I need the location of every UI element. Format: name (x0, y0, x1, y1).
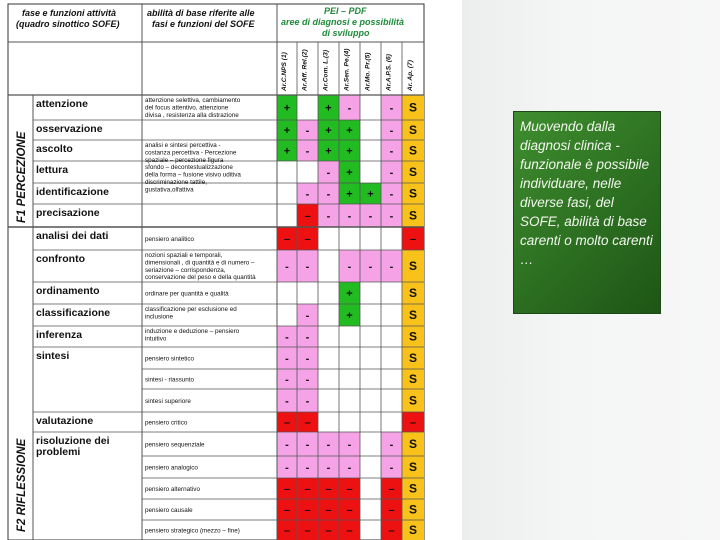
cell-symbol: - (347, 261, 352, 273)
row-subskill: pensiero analitico (145, 236, 195, 243)
area-header-1: Ar.C.NPS (1) (281, 52, 288, 91)
cell-symbol: + (283, 145, 291, 158)
row-label: ordinamento (36, 285, 100, 297)
cell-symbol: - (305, 353, 310, 365)
row-subskill: sintesi superiore (145, 398, 191, 405)
row-label: problemi (36, 446, 81, 458)
cell-symbol: S (408, 308, 418, 322)
cell-symbol: S (408, 186, 418, 201)
cell-symbol: + (346, 167, 353, 179)
cell-symbol: – (409, 233, 417, 246)
row-subskill: ordinare per quantità e qualità (145, 290, 229, 298)
header-col2-line1: abilità di base riferite alle (147, 8, 255, 18)
cell-symbol: - (389, 439, 394, 451)
row-label: precisazione (36, 207, 100, 219)
row-subskill: nozioni spaziali e temporali, (145, 252, 223, 259)
cell-symbol: – (304, 233, 311, 246)
cell-symbol: - (389, 462, 394, 474)
cell-symbol: - (305, 374, 310, 386)
cell-symbol: + (346, 125, 353, 137)
row-label: ascolto (36, 143, 73, 155)
cell-symbol: S (408, 502, 418, 517)
cell-symbol: – (388, 525, 395, 537)
cell-symbol: S (408, 259, 418, 273)
row-subskill: classificazione per esclusione ed (145, 306, 237, 313)
cell-symbol: S (408, 437, 418, 451)
area-header-5: Ar.Mo. Pr.(5) (364, 52, 372, 91)
annotation-box (513, 111, 661, 314)
cell-symbol: S (408, 286, 418, 300)
row-label: analisi dei dati (36, 230, 109, 242)
cell-symbol: - (389, 210, 394, 223)
row-label: confronto (36, 253, 85, 265)
annotation-text: Muovendo dalla diagnosi clinica - funzionale è possibile individuare, nelle diverse fasi, del SOFE, abilità di base carenti o molto carenti … (520, 119, 653, 267)
cell-symbol: S (408, 351, 418, 365)
row-label: valutazione (36, 415, 94, 427)
row-subskill: spaziale – percezione figura (145, 156, 224, 164)
cell-symbol: - (389, 261, 394, 273)
row-subskill: inclusione (145, 313, 174, 321)
area-header-7: Ar. Ap. (7) (407, 60, 414, 91)
cell-symbol: – (304, 525, 311, 537)
row-subskill: costanza percettiva - Percezione (145, 149, 237, 157)
row-label: lettura (36, 164, 69, 176)
cell-symbol: – (325, 483, 332, 496)
cell-symbol: – (346, 525, 353, 537)
cell-symbol: - (305, 188, 310, 201)
section-f2-label: F2 RIFLESSIONE (16, 438, 28, 532)
row-label: inferenza (36, 329, 83, 341)
row-subskill: pensiero sintetico (145, 355, 195, 363)
row-subskill: pensiero alternativo (145, 486, 200, 493)
cell-symbol: - (347, 439, 352, 451)
cell-symbol: S (408, 481, 418, 496)
header-col3-line2: aree di diagnosi e possibilità (281, 17, 405, 27)
cell-symbol: - (347, 102, 352, 115)
cell-symbol: – (283, 483, 291, 496)
cell-symbol: - (305, 125, 310, 137)
row-label: osservazione (36, 123, 103, 135)
cell-symbol: - (285, 331, 289, 344)
cell-symbol: S (408, 523, 418, 537)
area-header-6: Ar.A.P.S. (6) (385, 54, 393, 91)
cell-symbol: S (408, 123, 418, 137)
cell-symbol: + (283, 125, 291, 137)
cell-symbol: – (346, 504, 353, 517)
cell-symbol: - (305, 462, 310, 474)
cell-symbol: - (305, 395, 310, 408)
row-subskill: analisi e sintesi percettiva - (145, 142, 221, 149)
cell-symbol: S (408, 100, 418, 115)
cell-symbol: + (325, 145, 332, 158)
row-subskill: sintesi - riassunto (145, 376, 194, 384)
cell-symbol: – (388, 504, 395, 517)
cell-symbol: S (408, 372, 418, 386)
header-col3-line1: PEI – PDF (324, 6, 367, 16)
cell-symbol: – (304, 210, 311, 223)
cell-symbol: - (389, 167, 394, 179)
cell-symbol: – (346, 483, 353, 496)
row-subskill: seriazione – corrispondenza, (145, 266, 226, 274)
cell-symbol: S (408, 329, 418, 344)
row-subskill: conservazione del peso e della quantità (145, 274, 256, 282)
cell-symbol: - (326, 439, 331, 451)
row-subskill: pensiero sequenziale (145, 441, 205, 449)
area-header-4: Ar.Sen. Pe.(4) (343, 48, 351, 91)
cell-symbol: – (388, 483, 395, 496)
cell-symbol: - (389, 145, 394, 158)
header-col1-line1: fase e funzioni attività (22, 8, 117, 18)
cell-symbol: – (325, 525, 332, 537)
cell-symbol: - (389, 188, 394, 201)
cell-symbol: - (326, 210, 331, 223)
row-subskill: divisa , resistenza alla distrazione (145, 111, 239, 119)
cell-symbol: + (346, 188, 353, 201)
cell-symbol: - (347, 462, 352, 474)
row-subskill: della forma – fusione visivo uditiva (145, 171, 241, 179)
header-col2-line2: fasi e funzioni del SOFE (152, 19, 255, 29)
row-subskill: gustativa,olfattiva (145, 186, 194, 194)
area-header-3: Ar.Com. L.(3) (322, 49, 330, 91)
cell-symbol: + (325, 102, 332, 115)
cell-symbol: – (325, 504, 332, 517)
cell-symbol: – (283, 417, 291, 429)
cell-symbol: - (347, 210, 352, 223)
cell-symbol: + (367, 188, 374, 201)
cell-symbol: S (408, 143, 418, 158)
cell-symbol: - (285, 353, 289, 365)
cell-symbol: - (285, 462, 289, 474)
row-subskill: pensiero causale (145, 507, 193, 514)
cell-symbol: S (408, 208, 418, 223)
cell-symbol: - (285, 374, 289, 386)
row-subskill: pensiero strategico (mezzo – fine) (145, 527, 240, 535)
cell-symbol: - (285, 261, 289, 273)
cell-symbol: – (283, 504, 291, 517)
cell-symbol: - (285, 439, 289, 451)
cell-symbol: - (305, 439, 310, 451)
cell-symbol: – (283, 525, 291, 537)
row-subskill: del focus attentivo, attenzione (145, 104, 229, 112)
area-header-2: Ar.Aff. Rel.(2) (301, 49, 309, 91)
row-label: attenzione (36, 98, 88, 110)
cell-symbol: - (326, 188, 331, 201)
cell-symbol: - (285, 395, 289, 408)
cell-symbol: S (408, 165, 418, 179)
section-f1-label: F1 PERCEZIONE (16, 131, 28, 223)
row-subskill: pensiero analogico (145, 464, 198, 472)
row-subskill: intuitivo (145, 335, 167, 343)
cell-symbol: - (368, 261, 373, 273)
cell-symbol: - (305, 145, 310, 158)
cell-symbol: – (283, 233, 291, 246)
cell-symbol: – (304, 417, 311, 429)
cell-symbol: S (408, 460, 418, 474)
cell-symbol: – (304, 504, 311, 517)
row-subskill: discriminazione tattile, (145, 179, 207, 186)
row-subskill: attenzione selettiva, cambiamento (145, 97, 241, 104)
cell-symbol: + (346, 145, 353, 158)
cell-symbol: - (368, 210, 373, 223)
cell-symbol: - (305, 310, 310, 322)
cell-symbol: - (389, 125, 394, 137)
row-subskill: dimensionali , di quantità e di numero – (145, 259, 255, 267)
header-col3-line3: di sviluppo (322, 28, 370, 38)
cell-symbol: + (346, 288, 353, 300)
row-subskill: pensiero critico (145, 419, 188, 427)
cell-symbol: - (389, 102, 394, 115)
row-subskill: sfondo – decontestualizzazione (145, 164, 233, 172)
header-col1-line2: (quadro sinottico SOFE) (16, 19, 120, 29)
cell-symbol: + (346, 310, 353, 322)
cell-symbol: - (305, 331, 310, 344)
cell-symbol: - (326, 462, 331, 474)
cell-symbol: S (408, 393, 418, 408)
cell-symbol: – (409, 417, 417, 429)
row-label: risoluzione dei (36, 435, 110, 447)
row-label: classificazione (36, 307, 111, 319)
row-subskill: induzione e deduzione – pensiero (145, 328, 240, 335)
row-label: identificazione (36, 186, 109, 198)
cell-symbol: + (283, 102, 291, 115)
row-label: sintesi (36, 350, 70, 362)
cell-symbol: - (326, 167, 331, 179)
cell-symbol: – (304, 483, 311, 496)
cell-symbol: - (305, 261, 310, 273)
cell-symbol: + (325, 125, 332, 137)
